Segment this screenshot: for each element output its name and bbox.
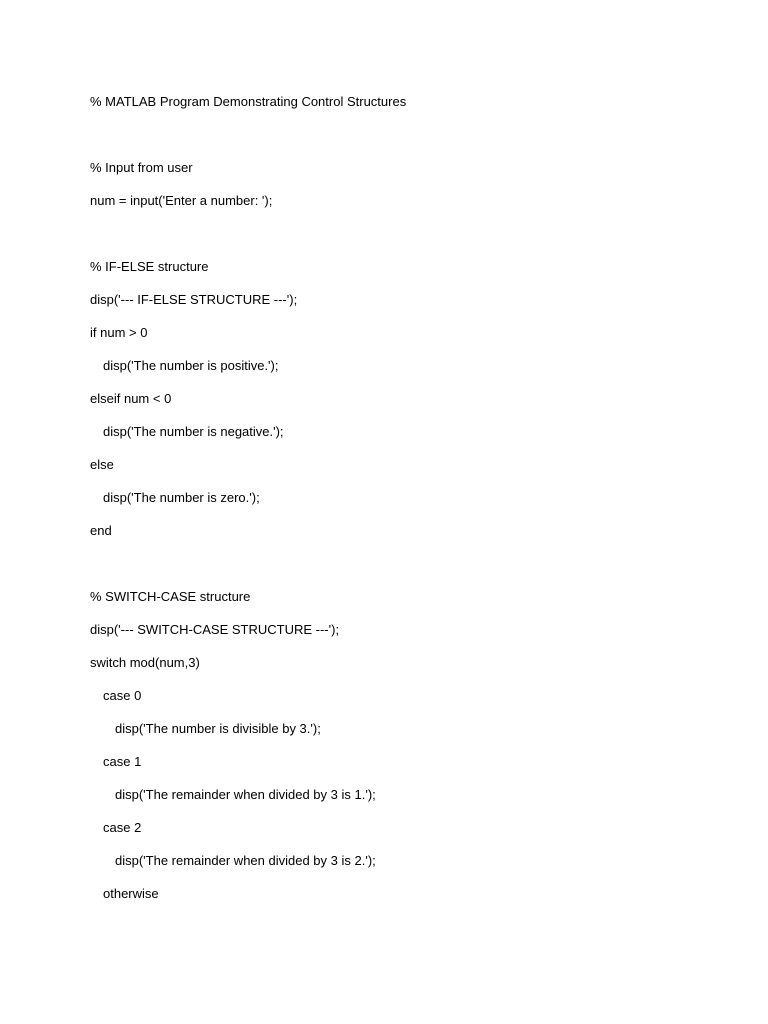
blank-line [90, 125, 730, 158]
code-line: num = input('Enter a number: '); [90, 193, 273, 208]
code-line: disp('The number is divisible by 3.'); [115, 721, 321, 736]
comment-line: % SWITCH-CASE structure [90, 589, 251, 604]
code-line: disp('The number is positive.'); [103, 358, 279, 373]
code-line: disp('The number is zero.'); [103, 490, 260, 505]
code-line: case 2 [103, 820, 142, 835]
code-line: case 1 [103, 754, 142, 769]
code-line: else [90, 457, 114, 472]
code-line: disp('The remainder when divided by 3 is 2.'); [115, 853, 376, 868]
code-line: switch mod(num,3) [90, 655, 200, 670]
code-line: disp('The remainder when divided by 3 is 1.'); [115, 787, 376, 802]
comment-line: % Input from user [90, 160, 193, 175]
code-line: disp('--- IF-ELSE STRUCTURE ---'); [90, 292, 298, 307]
document-body [90, 92, 730, 917]
code-line: otherwise [103, 886, 159, 901]
code-line: disp('The number is negative.'); [103, 424, 284, 439]
blank-line [90, 554, 730, 587]
title-comment: % MATLAB Program Demonstrating Control Structures [90, 94, 407, 109]
blank-line [90, 224, 730, 257]
code-line: case 0 [103, 688, 142, 703]
comment-line: % IF-ELSE structure [90, 259, 209, 274]
code-line: if num > 0 [90, 325, 148, 340]
code-line: end [90, 523, 112, 538]
code-line: disp('--- SWITCH-CASE STRUCTURE ---'); [90, 622, 340, 637]
code-line: elseif num < 0 [90, 391, 172, 406]
